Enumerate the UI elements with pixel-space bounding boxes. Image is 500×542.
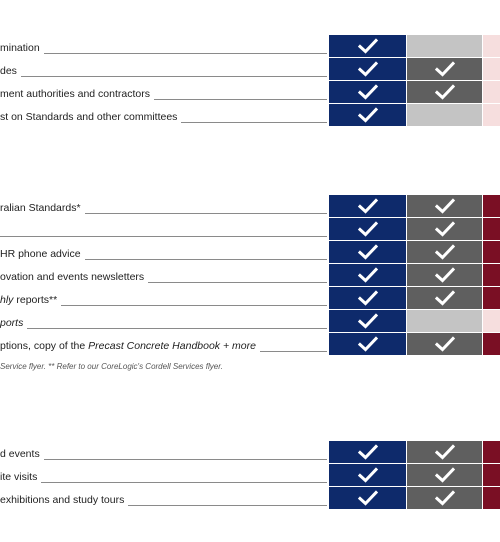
included-cell <box>407 264 482 286</box>
benefit-label-text: des <box>0 65 17 77</box>
benefit-label-text: mination <box>0 42 40 54</box>
benefit-label <box>0 88 154 101</box>
checkmark-icon <box>358 336 378 352</box>
checkmark-icon <box>358 38 378 54</box>
leader-line <box>0 76 327 77</box>
checkmark-icon <box>435 467 455 483</box>
included-cell <box>329 441 406 463</box>
checkmark-icon <box>358 290 378 306</box>
included-cell <box>329 310 406 332</box>
benefit-label <box>0 65 21 78</box>
benefit-label-italic: Precast Concrete Handbook + more <box>88 340 256 352</box>
benefit-label <box>0 42 44 55</box>
included-cell <box>407 487 482 509</box>
included-cell <box>407 81 482 103</box>
benefit-row <box>0 464 500 486</box>
benefit-row <box>0 487 500 509</box>
benefit-label <box>0 448 44 461</box>
not-included-cell <box>483 487 500 509</box>
included-cell <box>407 218 482 240</box>
included-cell <box>407 441 482 463</box>
checkmark-icon <box>358 84 378 100</box>
benefit-row <box>0 58 500 80</box>
not-included-cell <box>483 58 500 80</box>
not-included-cell <box>483 310 500 332</box>
included-cell <box>407 287 482 309</box>
included-cell <box>329 81 406 103</box>
benefit-row <box>0 218 500 240</box>
checkmark-icon <box>358 467 378 483</box>
not-included-cell <box>483 464 500 486</box>
checkmark-icon <box>358 444 378 460</box>
included-cell <box>329 487 406 509</box>
included-cell <box>407 195 482 217</box>
included-cell <box>329 35 406 57</box>
benefit-label-text: d events <box>0 448 40 460</box>
benefit-row <box>0 35 500 57</box>
not-included-cell <box>483 287 500 309</box>
included-cell <box>329 264 406 286</box>
checkmark-icon <box>358 198 378 214</box>
footnote: Service flyer. ** Refer to our CoreLogic's Cordell Services flyer. <box>0 362 223 371</box>
checkmark-icon <box>435 336 455 352</box>
benefit-row <box>0 264 500 286</box>
benefit-row <box>0 310 500 332</box>
included-cell <box>407 241 482 263</box>
included-cell <box>329 218 406 240</box>
included-cell <box>329 241 406 263</box>
benefit-label-italic: ports <box>0 317 24 329</box>
checkmark-icon <box>435 444 455 460</box>
leader-line <box>0 328 327 329</box>
included-cell <box>329 104 406 126</box>
included-cell <box>407 58 482 80</box>
not-included-cell <box>407 35 482 57</box>
leader-line <box>0 236 327 237</box>
benefit-row <box>0 333 500 355</box>
not-included-cell <box>407 310 482 332</box>
not-included-cell <box>483 441 500 463</box>
not-included-cell <box>483 241 500 263</box>
checkmark-icon <box>358 490 378 506</box>
benefit-row <box>0 441 500 463</box>
checkmark-icon <box>435 490 455 506</box>
benefit-row <box>0 241 500 263</box>
included-cell <box>329 195 406 217</box>
leader-line <box>0 459 327 460</box>
benefit-label-text: exhibitions and study tours <box>0 494 125 506</box>
benefit-label-tail: reports** <box>13 294 58 306</box>
included-cell <box>407 333 482 355</box>
benefit-label <box>0 294 61 307</box>
benefit-label <box>0 271 148 284</box>
checkmark-icon <box>358 244 378 260</box>
checkmark-icon <box>435 61 455 77</box>
benefit-label-text: ovation and events newsletters <box>0 271 145 283</box>
checkmark-icon <box>435 290 455 306</box>
checkmark-icon <box>435 198 455 214</box>
not-included-cell <box>483 81 500 103</box>
not-included-cell <box>483 218 500 240</box>
leader-line <box>0 53 327 54</box>
checkmark-icon <box>358 221 378 237</box>
benefit-label-text: st on Standards and other committees <box>0 111 178 123</box>
included-cell <box>329 287 406 309</box>
included-cell <box>329 58 406 80</box>
not-included-cell <box>483 35 500 57</box>
benefit-row <box>0 195 500 217</box>
benefit-label-italic: hly <box>0 294 14 306</box>
benefit-label <box>0 111 181 124</box>
benefit-label-text: HR phone advice <box>0 248 81 260</box>
included-cell <box>329 333 406 355</box>
checkmark-icon <box>358 313 378 329</box>
checkmark-icon <box>435 244 455 260</box>
not-included-cell <box>483 264 500 286</box>
benefit-row <box>0 287 500 309</box>
benefit-label <box>0 248 85 261</box>
not-included-cell <box>483 333 500 355</box>
benefit-row <box>0 81 500 103</box>
included-cell <box>329 464 406 486</box>
benefit-label <box>0 340 260 353</box>
benefit-label <box>0 471 41 484</box>
checkmark-icon <box>358 61 378 77</box>
checkmark-icon <box>435 221 455 237</box>
benefit-label-text: ralian Standards* <box>0 202 81 214</box>
checkmark-icon <box>358 107 378 123</box>
benefit-label-text: ite visits <box>0 471 38 483</box>
checkmark-icon <box>435 84 455 100</box>
leader-line <box>0 482 327 483</box>
benefit-label <box>0 317 27 330</box>
benefit-label <box>0 202 85 215</box>
included-cell <box>407 464 482 486</box>
not-included-cell <box>483 104 500 126</box>
benefit-label <box>0 494 128 507</box>
not-included-cell <box>407 104 482 126</box>
checkmark-icon <box>435 267 455 283</box>
not-included-cell <box>483 195 500 217</box>
checkmark-icon <box>358 267 378 283</box>
benefit-row <box>0 104 500 126</box>
benefit-label-text: ptions, copy of the <box>0 340 89 352</box>
benefit-label-text: ment authorities and contractors <box>0 88 150 100</box>
